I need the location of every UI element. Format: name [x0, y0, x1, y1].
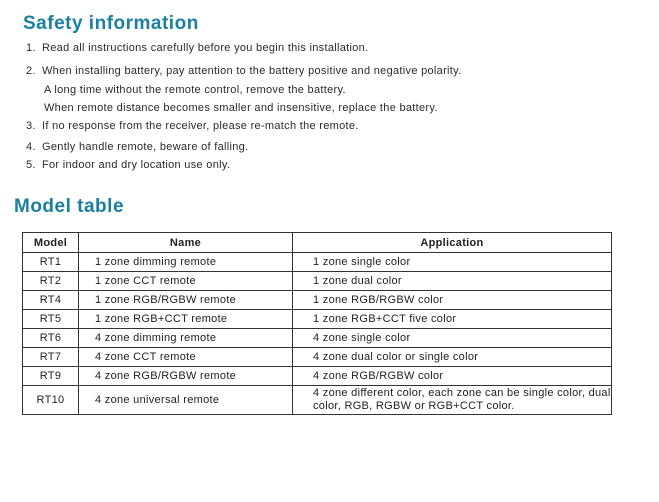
name-cell: 1 zone RGB+CCT remote — [79, 310, 293, 329]
safety-information-heading: Safety information — [23, 13, 199, 34]
item-number: 4. — [26, 141, 36, 153]
item-text: A long time without the remote control, remove the battery. — [44, 84, 346, 96]
name-cell: 1 zone CCT remote — [79, 272, 293, 291]
item-text: For indoor and dry location use only. — [42, 159, 231, 171]
model-cell: RT2 — [23, 272, 79, 291]
item-text: If no response from the receiver, please re-match the remote. — [42, 120, 359, 132]
model-cell: RT6 — [23, 329, 79, 348]
item-number: 1. — [26, 42, 36, 54]
item-number: 5. — [26, 159, 36, 171]
table-row — [23, 367, 612, 386]
table-header-row — [23, 233, 612, 253]
application-cell: 4 zone dual color or single color — [293, 348, 612, 367]
table-row — [23, 291, 612, 310]
application-cell: 4 zone RGB/RGBW color — [293, 367, 612, 386]
item-text: When installing battery, pay attention to the battery positive and negative polarity. — [42, 65, 462, 77]
name-cell: 4 zone CCT remote — [79, 348, 293, 367]
table-row — [23, 253, 612, 272]
model-cell: RT10 — [23, 386, 79, 415]
model-table — [22, 232, 612, 415]
model-cell: RT7 — [23, 348, 79, 367]
column-header-model: Model — [23, 233, 79, 253]
table-row — [23, 329, 612, 348]
application-cell: 1 zone RGB+CCT five color — [293, 310, 612, 329]
application-cell: 4 zone different color, each zone can be single color, dual color, RGB, RGBW or RGB+CCT color. — [293, 386, 612, 415]
name-cell: 4 zone RGB/RGBW remote — [79, 367, 293, 386]
item-text: Read all instructions carefully before you begin this installation. — [42, 42, 369, 54]
model-cell: RT9 — [23, 367, 79, 386]
column-header-name: Name — [79, 233, 293, 253]
model-cell: RT5 — [23, 310, 79, 329]
name-cell: 4 zone dimming remote — [79, 329, 293, 348]
application-cell: 1 zone single color — [293, 253, 612, 272]
safety-item-1 — [26, 42, 368, 54]
model-table-heading: Model table — [14, 196, 125, 217]
safety-item-2-continuation-b — [44, 102, 438, 114]
table-row — [23, 348, 612, 367]
name-cell: 1 zone dimming remote — [79, 253, 293, 272]
safety-item-2 — [26, 65, 462, 77]
application-cell: 4 zone single color — [293, 329, 612, 348]
model-cell: RT4 — [23, 291, 79, 310]
table-row — [23, 310, 612, 329]
application-cell: 1 zone dual color — [293, 272, 612, 291]
safety-item-4 — [26, 141, 248, 153]
item-text: When remote distance becomes smaller and insensitive, replace the battery. — [44, 102, 438, 114]
item-text: Gently handle remote, beware of falling. — [42, 141, 249, 153]
name-cell: 1 zone RGB/RGBW remote — [79, 291, 293, 310]
safety-item-2-continuation-a — [44, 84, 346, 96]
model-cell: RT1 — [23, 253, 79, 272]
item-number: 3. — [26, 120, 36, 132]
column-header-application: Application — [293, 233, 612, 253]
item-number: 2. — [26, 65, 36, 77]
table-row — [23, 386, 612, 415]
safety-item-3 — [26, 120, 359, 132]
name-cell: 4 zone universal remote — [79, 386, 293, 415]
safety-item-5 — [26, 159, 230, 171]
table-row — [23, 272, 612, 291]
application-cell: 1 zone RGB/RGBW color — [293, 291, 612, 310]
